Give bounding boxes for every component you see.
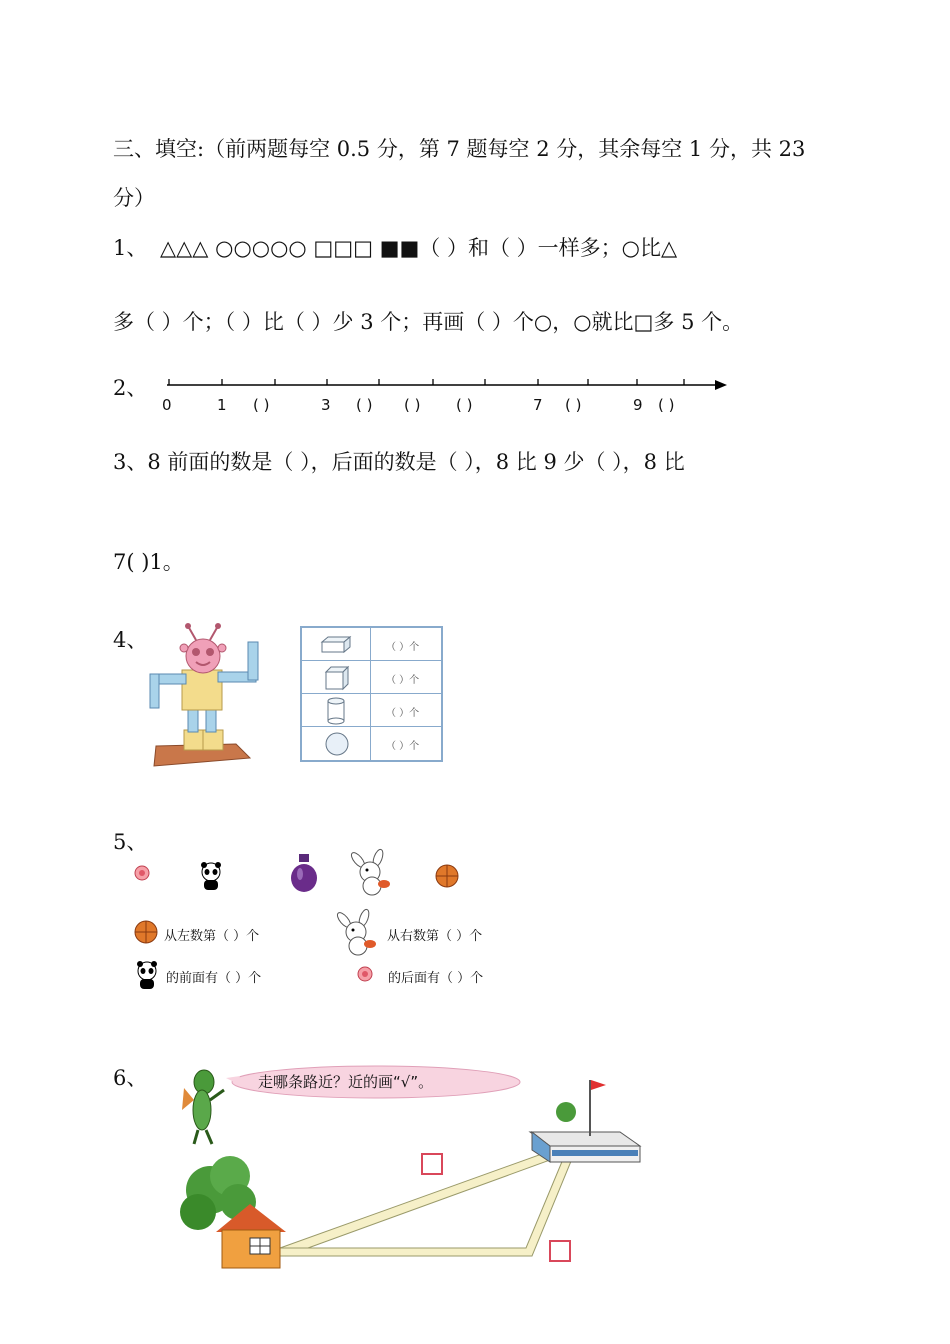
cylinder-icon [326,697,348,725]
q3-line2: 7( )1。 [113,550,184,574]
nl-blank-10: ( ) [658,396,675,414]
section-heading-line1: 三、填空:（前两题每空 0.5 分，第 7 题每空 2 分，其余每空 1 分，共 23 [113,137,806,161]
cube-icon [324,665,350,691]
q5-behind: 的后面有（ ）个 [388,971,484,986]
q5-number: 5、 [113,830,148,854]
cuboid-icon [320,636,352,654]
q2-number: 2、 [113,376,148,400]
sphere-icon [324,731,350,757]
panda-icon [198,862,224,892]
flower-icon [132,864,152,882]
nl-label-7: 7 [533,396,543,414]
q5-left-count: 从左数第（ ）个 [164,929,260,944]
nl-label-9: 9 [633,396,643,414]
q1-number: 1、 [113,236,148,260]
shape-count-table [300,626,443,762]
path-map [180,1072,642,1272]
robot-illustration [148,622,278,770]
q4-number: 4、 [113,628,148,652]
answer-box-top[interactable] [421,1153,443,1175]
nl-blank-8: ( ) [565,396,582,414]
table-row [302,727,441,760]
answer-box-bottom[interactable] [549,1240,571,1262]
basketball-icon [434,864,460,888]
rabbit-icon [334,910,384,958]
nl-label-1: 1 [217,396,227,414]
nl-blank-5: ( ) [404,396,421,414]
vase-icon [288,852,320,894]
q6-number: 6、 [113,1066,148,1090]
q5-right-count: 从右数第（ ）个 [387,929,483,944]
table-row [302,694,441,727]
q3-line1: 3、8 前面的数是（ ），后面的数是（ ），8 比 9 少（ ），8 比 [113,450,685,474]
nl-label-3: 3 [321,396,331,414]
count-cylinder: （ ）个 [386,708,420,719]
bubble-text: 走哪条路近？近的画“√”。 [258,1073,434,1091]
q5-front: 的前面有（ ）个 [166,971,262,986]
basketball-icon [133,920,159,944]
q1-line2: 多（ ）个；（ ）比（ ）少 3 个；再画（ ）个○，○就比□多 5 个。 [113,310,744,334]
nl-blank-4: ( ) [356,396,373,414]
rabbit-icon [348,850,398,898]
q1-line1: △△△ ○○○○○ □□□ ■■（ ）和（ ）一样多；○比△ [160,236,678,260]
table-row [302,628,441,661]
panda-icon [134,961,160,991]
nl-label-0: 0 [162,396,172,414]
section-heading-line2: 分） [113,186,155,210]
flower-icon [354,964,376,984]
count-cube: （ ）个 [386,675,420,686]
nl-blank-6: ( ) [456,396,473,414]
nl-blank-2: ( ) [253,396,270,414]
count-sphere: （ ）个 [386,741,420,752]
count-cuboid: （ ）个 [386,642,420,653]
number-line [165,375,730,415]
table-row [302,661,441,694]
